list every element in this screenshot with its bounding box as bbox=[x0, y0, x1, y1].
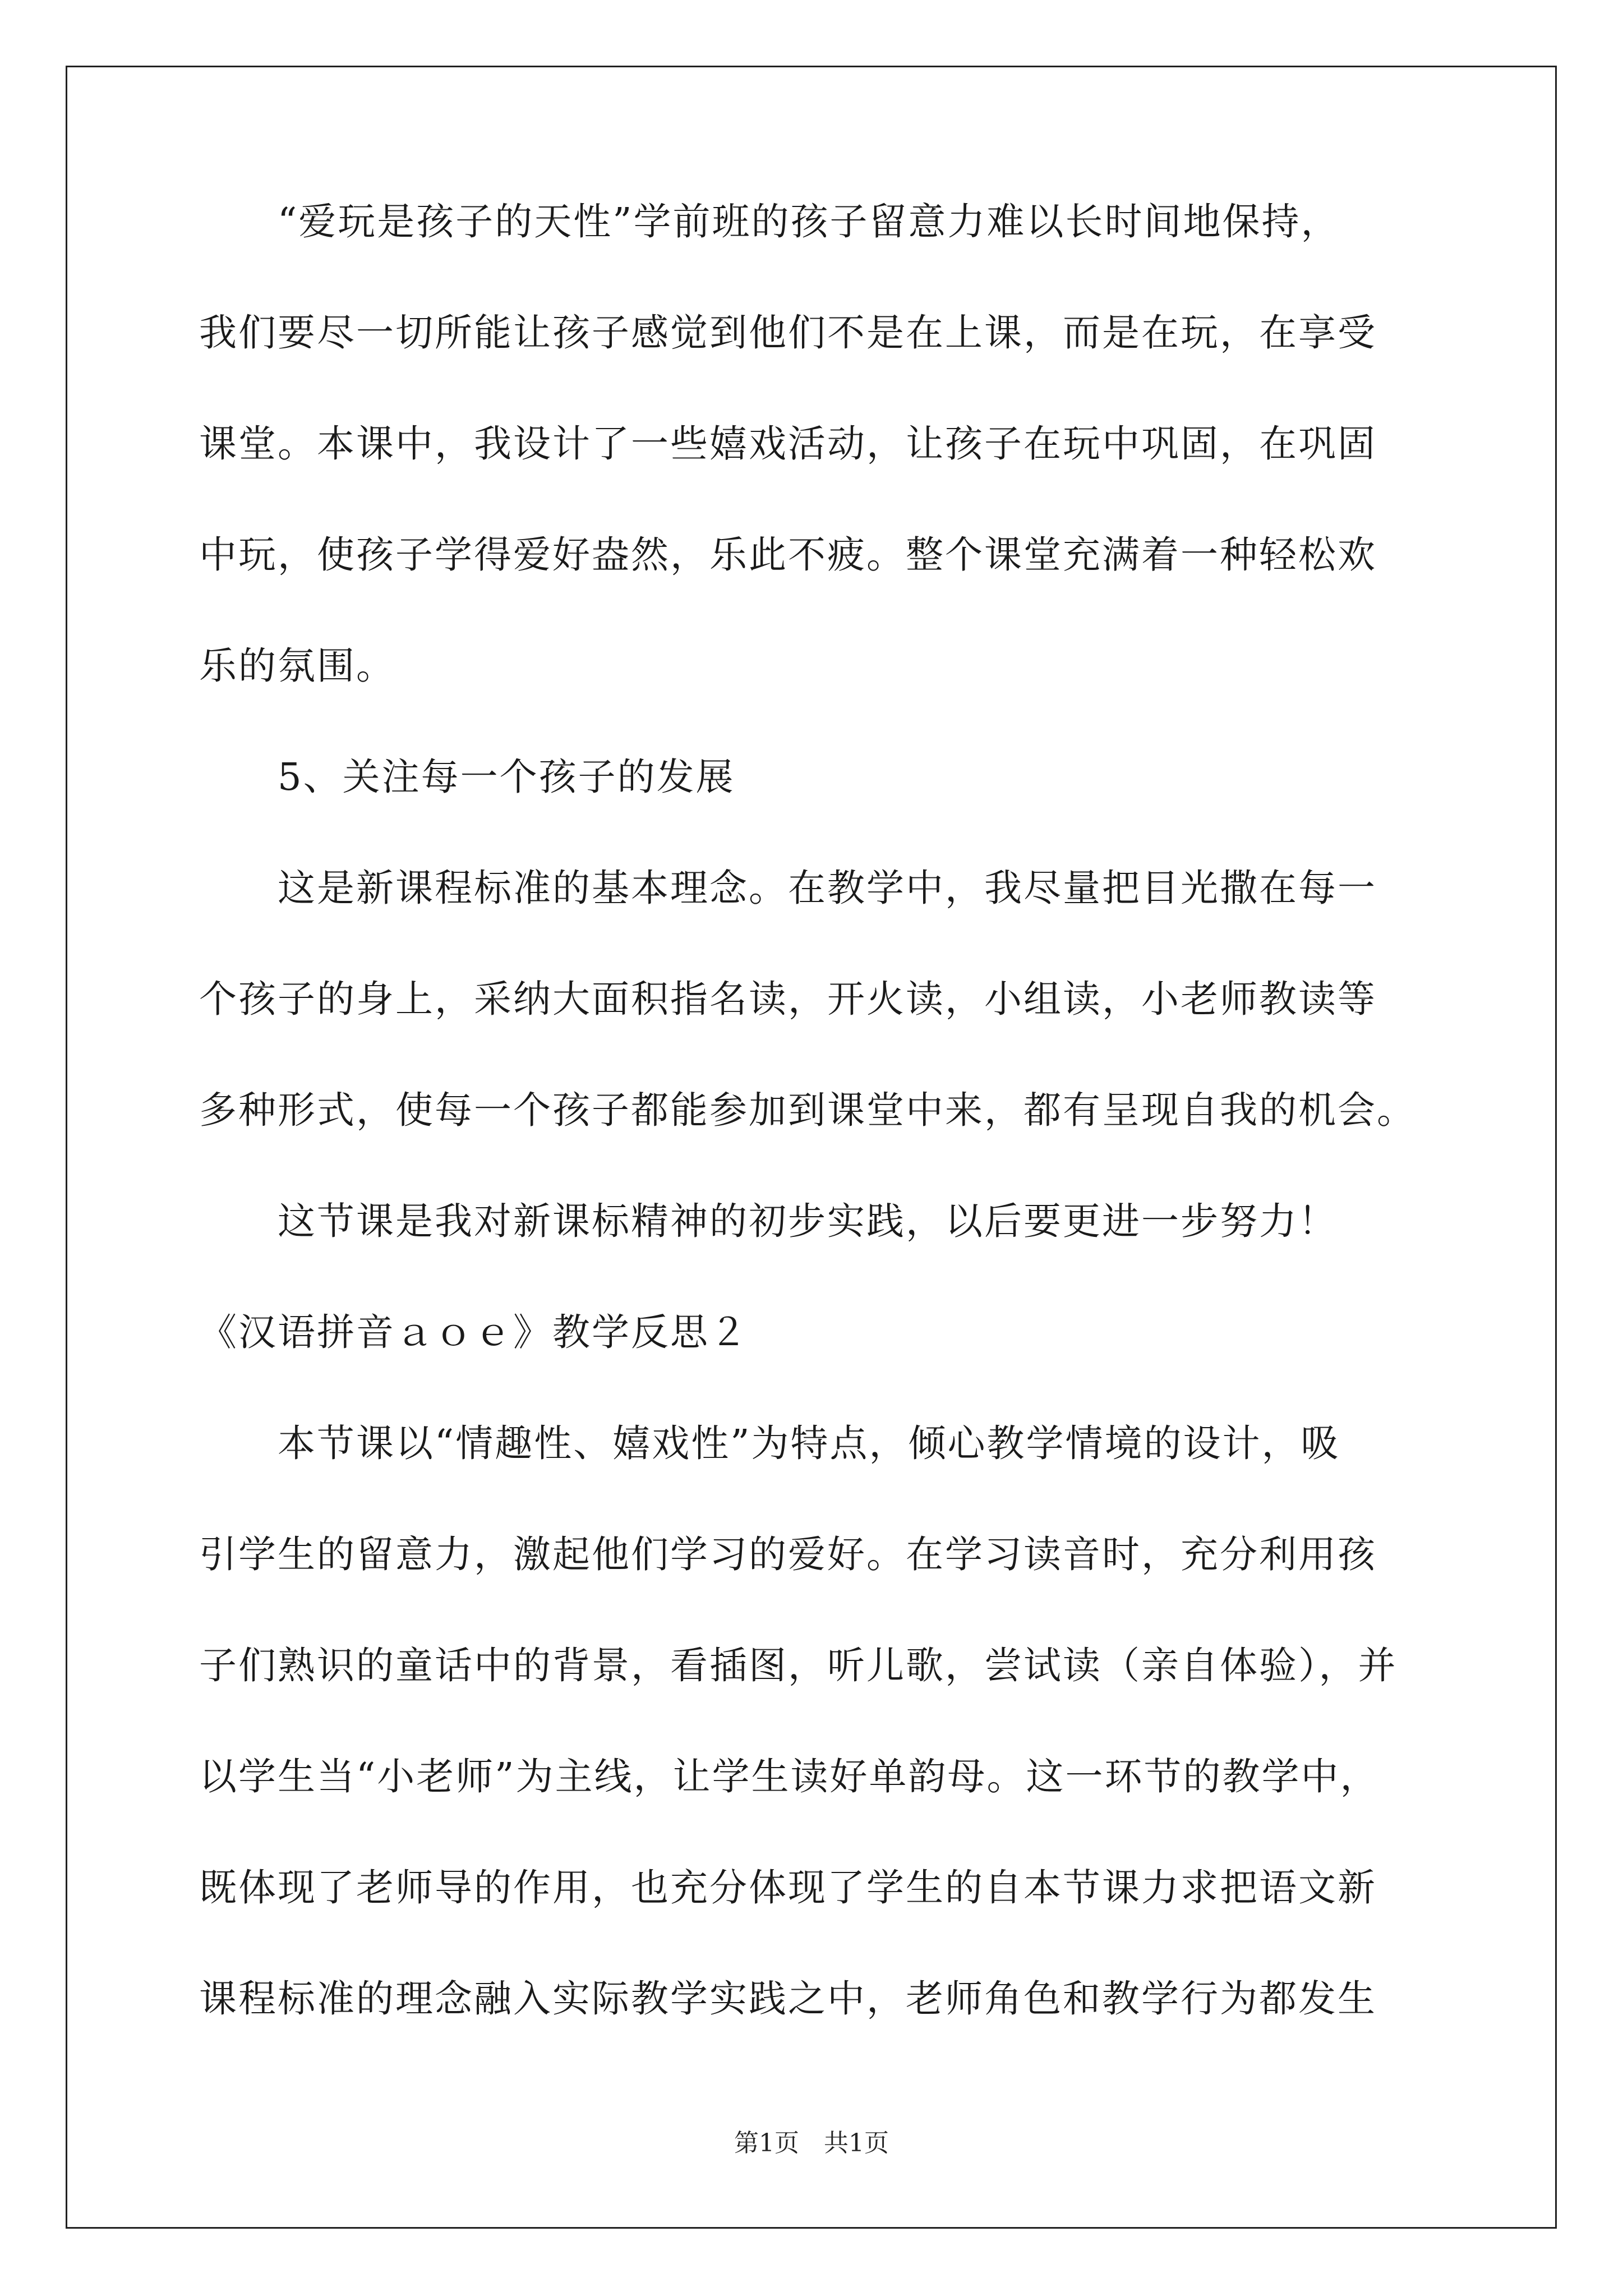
text-line: 我们要尽一切所能让孩子感觉到他们不是在上课，而是在玩，在享受 bbox=[199, 311, 1377, 355]
text-line: “爱玩是孩子的天性”学前班的孩子留意力难以长时间地保持， bbox=[199, 200, 1340, 243]
section-heading: 5、关注每一个孩子的发展 bbox=[199, 755, 735, 799]
text-line: 本节课以“情趣性、嬉戏性”为特点，倾心教学情境的设计，吸 bbox=[199, 1421, 1340, 1465]
text-line: 个孩子的身上，采纳大面积指名读，开火读，小组读，小老师教读等 bbox=[199, 977, 1377, 1021]
text-line: 引学生的留意力，激起他们学习的爱好。在学习读音时，充分利用孩 bbox=[199, 1533, 1377, 1576]
page-footer: 第1页 共1页 bbox=[734, 2129, 889, 2157]
document-title: 《汉语拼音ａｏｅ》教学反思２ bbox=[199, 1310, 749, 1354]
text-line: 课堂。本课中，我设计了一些嬉戏活动，让孩子在玩中巩固，在巩固 bbox=[199, 422, 1377, 466]
text-line: 既体现了老师导的作用，也充分体现了学生的自本节课力求把语文新 bbox=[199, 1866, 1377, 1910]
text-line: 课程标准的理念融入实际教学实践之中，老师角色和教学行为都发生 bbox=[199, 1977, 1377, 2021]
text-line: 这节课是我对新课标精神的初步实践，以后要更进一步努力！ bbox=[199, 1199, 1338, 1243]
text-line: 中玩，使孩子学得爱好盎然，乐此不疲。整个课堂充满着一种轻松欢 bbox=[199, 533, 1377, 577]
text-line: 这是新课程标准的基本理念。在教学中，我尽量把目光撒在每一 bbox=[199, 866, 1377, 910]
text-line: 以学生当“小老师”为主线，让学生读好单韵母。这一环节的教学中， bbox=[199, 1755, 1380, 1798]
text-line: 乐的氛围。 bbox=[199, 644, 395, 688]
text-line: 子们熟识的童话中的背景，看插图，听儿歌，尝试读（亲自体验），并 bbox=[199, 1644, 1398, 1687]
text-line: 多种形式，使每一个孩子都能参加到课堂中来，都有呈现自我的机会。 bbox=[199, 1088, 1416, 1132]
